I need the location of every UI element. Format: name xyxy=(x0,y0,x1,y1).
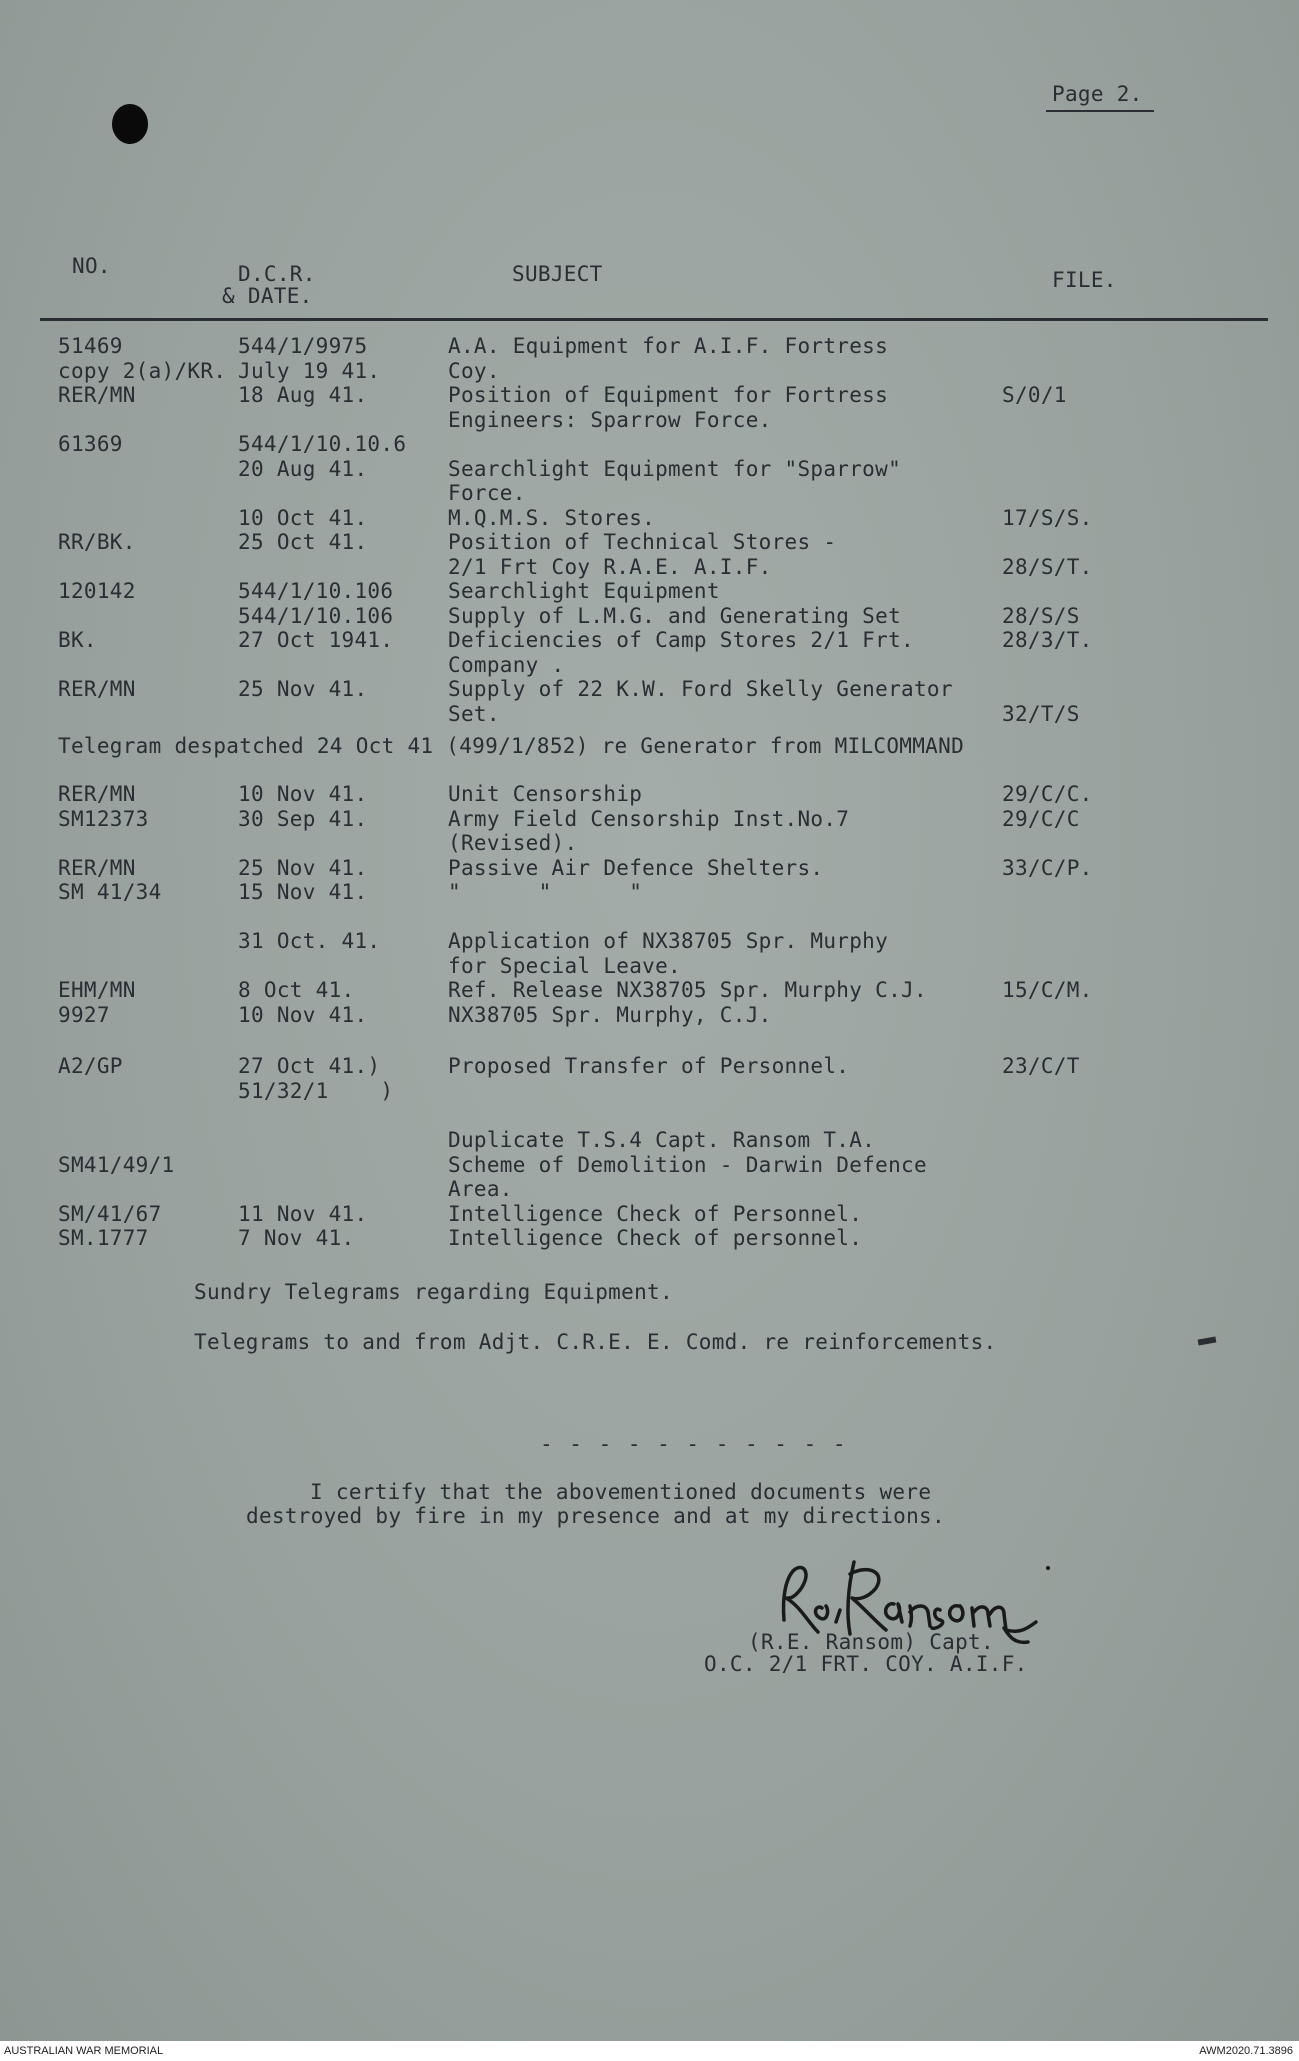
entry-file: S/0/1 xyxy=(1002,383,1067,407)
entry-file: 23/C/T xyxy=(1002,1054,1080,1078)
header-rule xyxy=(40,318,1268,321)
header-no: NO. xyxy=(72,254,111,278)
entry-subject: Engineers: Sparrow Force. xyxy=(448,407,772,432)
sundry-telegrams: Sundry Telegrams regarding Equipment. xyxy=(194,1280,673,1304)
entry-date: 27 Oct 1941. xyxy=(238,628,394,652)
entry-no: 61369 xyxy=(58,432,123,456)
entry-subject: for Special Leave. xyxy=(448,953,681,978)
entry-subject: A.A. Equipment for A.I.F. Fortress xyxy=(448,334,889,358)
entry-subject: Army Field Censorship Inst.No.7 xyxy=(448,806,850,831)
entry-date: 10 Nov 41. xyxy=(238,1002,368,1027)
separator-dashes: - - - - - - - - - - - xyxy=(540,1432,848,1456)
entry-date: 30 Sep 41. xyxy=(238,806,368,831)
telegrams-adjt: Telegrams to and from Adjt. C.R.E. E. Comd. re reinforcements. xyxy=(194,1330,997,1354)
entry-no: SM41/49/1 xyxy=(58,1152,175,1177)
entry-date: 25 Nov 41. xyxy=(238,677,368,701)
entry-no: RER/MN xyxy=(58,383,136,407)
entry-date: 15 Nov 41. xyxy=(238,880,368,904)
entry-no: RER/MN xyxy=(58,855,136,880)
entry-date: 18 Aug 41. xyxy=(238,383,368,407)
entry-file: 28/S/S xyxy=(1002,603,1080,628)
entry-date: 25 Nov 41. xyxy=(238,855,368,880)
entry-no: BK. xyxy=(58,628,97,652)
entry-file: 28/3/T. xyxy=(1002,628,1093,652)
entry-no: RR/BK. xyxy=(58,530,136,554)
entry-file: 15/C/M. xyxy=(1002,978,1093,1002)
entry-date: 11 Nov 41. xyxy=(238,1201,368,1226)
header-subject: SUBJECT xyxy=(512,262,603,286)
header-file: FILE. xyxy=(1052,268,1117,292)
entry-no: 120142 xyxy=(58,579,136,603)
entry-subject: Area. xyxy=(448,1177,513,1201)
punch-hole xyxy=(112,104,148,144)
page-number: Page 2. xyxy=(1052,82,1143,106)
signatory-name: (R.E. Ransom) Capt. xyxy=(748,1630,994,1654)
entry-no: RER/MN xyxy=(58,677,136,701)
entry-file: 33/C/P. xyxy=(1002,855,1093,880)
entry-date: 31 Oct. 41. xyxy=(238,929,381,953)
entry-file: 17/S/S. xyxy=(1002,505,1093,530)
signatory-unit: O.C. 2/1 FRT. COY. A.I.F. xyxy=(704,1652,1028,1676)
entry-file: 29/C/C. xyxy=(1002,782,1093,806)
entry-date: 8 Oct 41. xyxy=(238,978,355,1002)
entry-no: SM12373 xyxy=(58,806,149,831)
entry-subject: Deficiencies of Camp Stores 2/1 Frt. xyxy=(448,628,914,652)
margin-mark xyxy=(1198,1336,1217,1345)
entry-no: 9927 xyxy=(58,1002,110,1027)
entry-subject: Position of Equipment for Fortress xyxy=(448,383,889,407)
footer-source: AUSTRALIAN WAR MEMORIAL xyxy=(4,2045,164,2057)
entry-no: EHM/MN xyxy=(58,978,136,1002)
entry-file: 28/S/T. xyxy=(1002,554,1093,579)
entry-date: 10 Oct 41. xyxy=(238,505,368,530)
footer-reference: AWM2020.71.3896 xyxy=(1199,2045,1293,2057)
entry-date: 27 Oct 41.) xyxy=(238,1054,381,1078)
entry-subject: Unit Censorship xyxy=(448,782,643,806)
entry-file: 32/T/S xyxy=(1002,701,1080,726)
entry-date: 51/32/1 ) xyxy=(238,1078,394,1103)
entry-no: copy 2(a)/KR. xyxy=(58,358,227,383)
entry-subject: Company . xyxy=(448,652,565,677)
entry-no: SM/41/67 xyxy=(58,1201,162,1226)
entry-no: RER/MN xyxy=(58,782,136,806)
entry-subject: Ref. Release NX38705 Spr. Murphy C.J. xyxy=(448,978,927,1002)
entry-subject: Intelligence Check of Personnel. xyxy=(448,1201,863,1226)
entry-subject: 2/1 Frt Coy R.A.E. A.I.F. xyxy=(448,554,772,579)
entry-no: SM.1777 xyxy=(58,1226,149,1250)
entry-subject: Intelligence Check of personnel. xyxy=(448,1226,863,1250)
certify-line-1: I certify that the abovementioned documents were xyxy=(310,1480,932,1504)
entry-no: 51469 xyxy=(58,334,123,358)
entry-subject: " " " xyxy=(448,880,643,904)
entry-date: 544/1/10.106 xyxy=(238,579,394,603)
entry-subject: Supply of L.M.G. and Generating Set xyxy=(448,603,902,628)
entry-subject: NX38705 Spr. Murphy, C.J. xyxy=(448,1002,772,1027)
entry-subject: Supply of 22 K.W. Ford Skelly Generator xyxy=(448,677,953,701)
header-date: & DATE. xyxy=(222,284,313,308)
entry-date: 10 Nov 41. xyxy=(238,782,368,806)
entry-date: 544/1/9975 xyxy=(238,334,368,358)
entry-subject: Passive Air Defence Shelters. xyxy=(448,855,824,880)
entry-date: 25 Oct 41. xyxy=(238,530,368,554)
entry-date: 544/1/10.10.6 xyxy=(238,432,407,456)
entry-date: July 19 41. xyxy=(238,358,381,383)
entry-subject: Proposed Transfer of Personnel. xyxy=(448,1054,850,1078)
entry-no: A2/GP xyxy=(58,1054,123,1078)
entry-subject: M.Q.M.S. Stores. xyxy=(448,505,656,530)
entry-date: 7 Nov 41. xyxy=(238,1226,355,1250)
entry-date: 20 Aug 41. xyxy=(238,456,368,481)
entry-subject: Duplicate T.S.4 Capt. Ransom T.A. xyxy=(448,1128,876,1152)
entry-subject: Application of NX38705 Spr. Murphy xyxy=(448,929,889,953)
entry-no: SM 41/34 xyxy=(58,880,162,904)
certify-line-2: destroyed by fire in my presence and at my directions. xyxy=(246,1504,945,1528)
entry-subject: Scheme of Demolition - Darwin Defence xyxy=(448,1152,927,1177)
entry-subject: Set. xyxy=(448,701,500,726)
entry-subject: Searchlight Equipment xyxy=(448,579,720,603)
page-number-underline xyxy=(1046,110,1154,112)
entry-subject: Coy. xyxy=(448,358,500,383)
entry-subject: (Revised). xyxy=(448,831,578,855)
entry-file: 29/C/C xyxy=(1002,806,1080,831)
entry-subject: Force. xyxy=(448,481,526,505)
entry-subject: Position of Technical Stores - xyxy=(448,530,837,554)
entry-date: 544/1/10.106 xyxy=(238,603,394,628)
telegram-line: Telegram despatched 24 Oct 41 (499/1/852) re Generator from MILCOMMAND xyxy=(58,734,965,758)
entry-subject: Searchlight Equipment for "Sparrow" xyxy=(448,456,902,481)
header-dcr: D.C.R. xyxy=(238,262,316,286)
